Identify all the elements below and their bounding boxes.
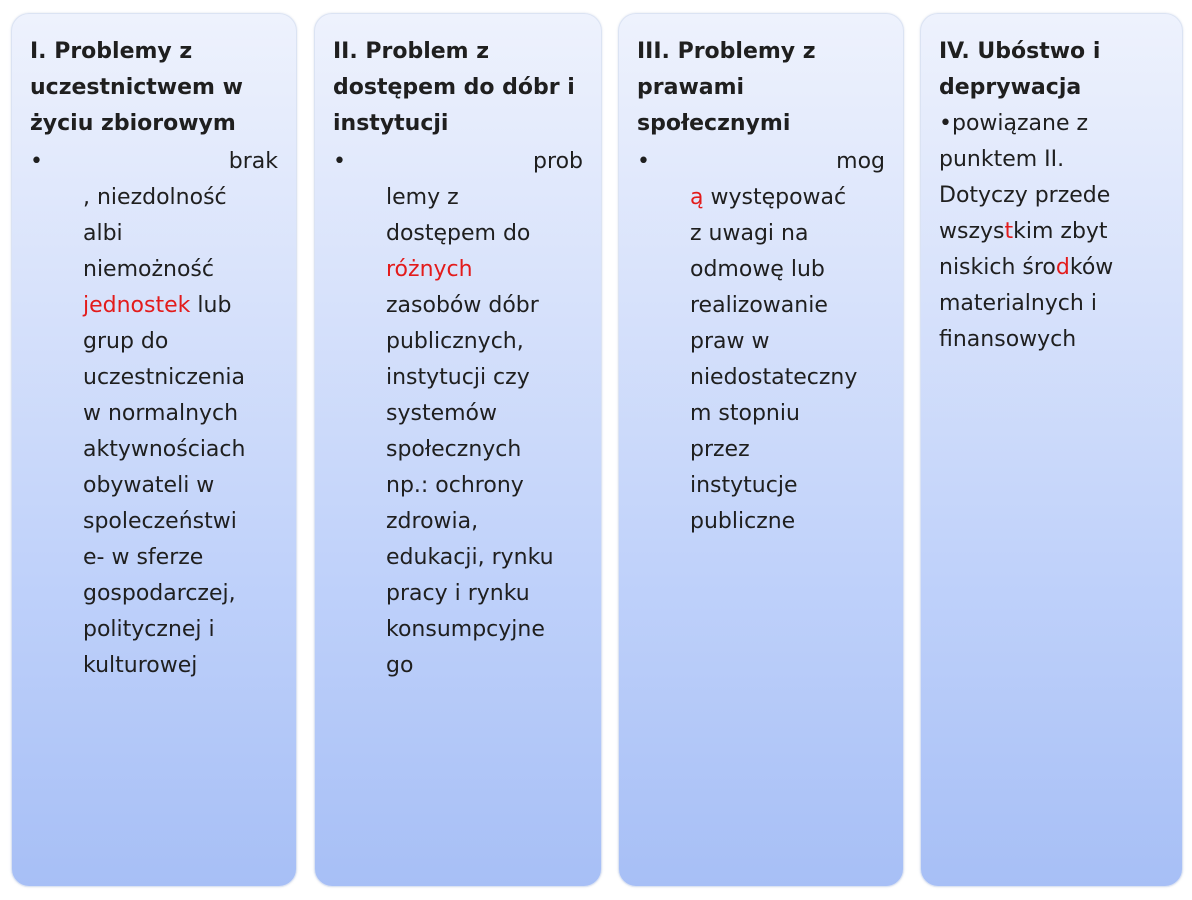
column-1-line: w normalnych bbox=[83, 401, 239, 426]
column-2-body bbox=[386, 180, 583, 684]
column-1-card bbox=[11, 13, 297, 887]
column-1-line: kulturowej bbox=[83, 653, 198, 678]
column-2-line: go bbox=[386, 653, 414, 678]
column-3-line: praw w bbox=[690, 329, 770, 354]
column-1-line: gospodarczej, bbox=[83, 581, 236, 606]
highlight-word: różnych bbox=[386, 257, 473, 282]
column-4-line: wszystkim zbyt bbox=[939, 219, 1108, 244]
column-1-line: , niezdolność bbox=[83, 185, 227, 210]
column-1-line: uczestniczenia bbox=[83, 365, 245, 390]
column-1-line: jednostek lub bbox=[83, 293, 232, 318]
column-3-line: odmowę lub bbox=[690, 257, 825, 282]
column-2-line: edukacji, rynku bbox=[386, 545, 554, 570]
column-1-first-word: brak bbox=[228, 149, 278, 174]
column-1-line: politycznej i bbox=[83, 617, 215, 642]
column-1-line: spoleczeństwi bbox=[83, 509, 237, 534]
column-2-line: konsumpcyjne bbox=[386, 617, 545, 642]
column-2-line: zasobów dóbr bbox=[386, 293, 539, 318]
column-3-line: instytucje bbox=[690, 473, 798, 498]
column-3-line: m stopniu bbox=[690, 401, 800, 426]
column-2-line: zdrowia, bbox=[386, 509, 479, 534]
column-4-line: niskich środków bbox=[939, 255, 1114, 280]
column-3-line: realizowanie bbox=[690, 293, 828, 318]
column-4-title: IV. Ubóstwo i deprywacja bbox=[939, 39, 1101, 100]
column-2-line: lemy z bbox=[386, 185, 459, 210]
column-2-card bbox=[314, 13, 602, 887]
column-4-line: Dotyczy przede bbox=[939, 183, 1111, 208]
highlight-word: ą bbox=[690, 185, 704, 210]
highlight-letter: d bbox=[1055, 255, 1070, 280]
column-3-body bbox=[690, 180, 885, 540]
column-1-title: I. Problemy z uczestnictwem w życiu zbiorowym bbox=[30, 39, 243, 136]
column-3-title: III. Problemy z prawami społecznymi bbox=[637, 39, 816, 136]
column-2-line: systemów bbox=[386, 401, 497, 426]
column-3-line: ą występować bbox=[690, 185, 847, 210]
column-3-first-word: mog bbox=[836, 149, 885, 174]
column-1-line: e- w sferze bbox=[83, 545, 204, 570]
column-3-line: przez bbox=[690, 437, 750, 462]
column-3-bullet bbox=[637, 144, 885, 180]
column-4-line: materialnych i bbox=[939, 291, 1097, 316]
highlight-letter: t bbox=[1004, 219, 1014, 244]
column-2-line: społecznych bbox=[386, 437, 522, 462]
highlight-word: jednostek bbox=[83, 293, 191, 318]
column-4-line: •powiązane z bbox=[939, 111, 1089, 136]
column-1-line: obywateli w bbox=[83, 473, 215, 498]
bullet-icon: • bbox=[30, 149, 43, 174]
column-2-line: dostępem do bbox=[386, 221, 531, 246]
column-1-body bbox=[83, 180, 278, 684]
column-2-line: np.: ochrony bbox=[386, 473, 524, 498]
column-2-line: instytucji czy bbox=[386, 365, 530, 390]
bullet-icon: • bbox=[333, 149, 346, 174]
column-3-line: publiczne bbox=[690, 509, 796, 534]
column-4-line: finansowych bbox=[939, 327, 1077, 352]
column-4-card bbox=[920, 13, 1183, 887]
column-3-line: niedostateczny bbox=[690, 365, 858, 390]
column-2-title: II. Problem z dostępem do dóbr i instytucji bbox=[333, 39, 575, 136]
column-1-line: aktywnościach bbox=[83, 437, 246, 462]
column-1-line: niemożność bbox=[83, 257, 214, 282]
column-2-bullet bbox=[333, 144, 583, 180]
column-3-line: z uwagi na bbox=[690, 221, 809, 246]
column-2-first-word: prob bbox=[533, 149, 583, 174]
column-4-line: punktem II. bbox=[939, 147, 1065, 172]
column-1-line: grup do bbox=[83, 329, 169, 354]
column-1-bullet bbox=[30, 144, 278, 180]
column-1-line: albi bbox=[83, 221, 123, 246]
column-3-card bbox=[618, 13, 904, 887]
bullet-icon: • bbox=[637, 149, 650, 174]
column-2-line: publicznych, bbox=[386, 329, 524, 354]
column-2-line: pracy i rynku bbox=[386, 581, 530, 606]
column-4-body bbox=[939, 106, 1164, 358]
column-2-line bbox=[386, 252, 583, 288]
